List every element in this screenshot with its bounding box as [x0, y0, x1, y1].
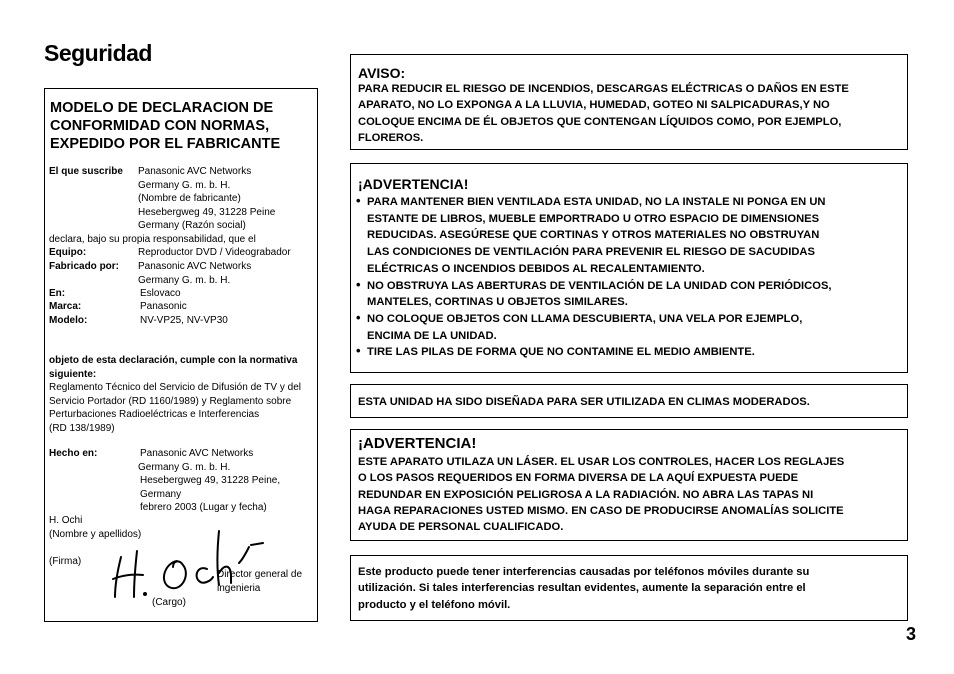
page-title: Seguridad	[44, 40, 152, 66]
suscribe-label: El que suscribe	[49, 166, 123, 177]
list-item: • TIRE LAS PILAS DE FORMA QUE NO CONTAMINE EL MEDIO AMBIENTE.	[356, 344, 904, 361]
modelo-value: NV-VP25, NV-VP30	[140, 315, 228, 326]
en-label: En:	[49, 288, 66, 299]
normativa-text: Reglamento Técnico del Servicio de Difusión de TV y del Servicio Portador (RD 1160/1989) y Reglamento sobre Perturbaciones Radioeléctricas e Interferencias (RD 138/1989)	[49, 382, 301, 434]
fabricado-block: Panasonic AVC Networks Germany G. m. b. H.	[138, 261, 252, 286]
objeto-text: objeto de esta declaración, cumple con la normativa siguiente:	[49, 355, 298, 380]
advertencia-laser-heading: ¡ADVERTENCIA!	[358, 435, 477, 452]
advertencia-heading: ¡ADVERTENCIA!	[358, 176, 469, 192]
climas-box	[350, 384, 908, 418]
equipo-label: Equipo:	[49, 247, 87, 258]
aviso-heading: AVISO:	[358, 65, 406, 81]
equipo-value: Reproductor DVD / Videograbador	[138, 247, 291, 258]
list-item: • NO COLOQUE OBJETOS CON LLAMA DESCUBIERTA, UNA VELA POR EJEMPLO, ENCIMA DE LA UNIDAD.	[356, 311, 904, 344]
cargo-label: (Cargo)	[152, 597, 186, 608]
list-item: • NO OBSTRUYA LAS ABERTURAS DE VENTILACIÓN DE LA UNIDAD CON PERIÓDICOS, MANTELES, CORTINAS U OBJETOS SIMILARES.	[356, 278, 904, 311]
cargo-text: Director general de ingenieria	[217, 569, 303, 594]
climas-text: ESTA UNIDAD HA SIDO DISEÑADA PARA SER UTILIZADA EN CLIMAS MODERADOS.	[358, 396, 810, 408]
suscribe-block: Panasonic AVC Networks Germany G. m. b. H. (Nombre de fabricante) Hesebergweg 49, 31228 Peine Germany (Razón social)	[138, 166, 276, 231]
advertencia-laser-box	[350, 429, 908, 541]
marca-value: Panasonic	[140, 301, 187, 312]
modelo-label: Modelo:	[49, 315, 88, 326]
marca-label: Marca:	[49, 301, 82, 312]
fabricado-label: Fabricado por:	[49, 261, 120, 272]
name-block: H. Ochi (Nombre y apellidos)	[49, 515, 142, 540]
movil-box	[350, 555, 908, 621]
aviso-box	[350, 54, 908, 150]
page-number: 3	[905, 624, 916, 644]
list-item: • PARA MANTENER BIEN VENTILADA ESTA UNIDAD, NO LA INSTALE NI PONGA EN UN ESTANTE DE LIBROS, MUEBLE EMPORTRADO U OTRO ESPACIO DE DIMENSIONES REDUCIDAS. ASEGÚRESE QUE CORTINAS Y OTROS MATERIALES NO OBSTRUYAN LAS CONDICIONES DE VENTILACIÓN PARA PREVENIR EL RIESGO DE SACUDIDAS ELÉCTRICAS O INCENDIOS DEBIDOS AL RECALENTAMIENTO.	[356, 194, 904, 278]
movil-text: Este producto puede tener interferencias causadas por teléfonos móviles durante su utilización. Si tales interferencias resultan evidentes, aumente la separación entre el producto y el teléfono móvil.	[358, 566, 810, 611]
hecho-label: Hecho en:	[49, 448, 98, 459]
firma-label: (Firma)	[49, 556, 82, 567]
advertencia-laser-text: ESTE APARATO UTILAZA UN LÁSER. EL USAR LOS CONTROLES, HACER LOS REGLAJES O LOS PASOS REQUERIDOS EN FORMA DIVERSA DE LA AQUÍ EXPUESTA PUEDE REDUNDAR EN EXPOSICIÓN PELIGROSA A LA RADIACIÓN. NO ABRA LAS TAPAS NI HAGA REPARACIONES USTED MISMO. EN CASO DE PRODUCIRSE ANOMALÍAS SOLICITE AYUDA DE PERSONAL CUALIFICADO.	[358, 456, 845, 534]
en-value: Eslovaco	[140, 288, 181, 299]
declaration-box	[44, 88, 318, 622]
advertencia-ventilacion-box	[350, 163, 908, 373]
declara-text: declara, bajo su propia responsabilidad, que el	[49, 234, 256, 245]
advertencia-bullets	[356, 194, 904, 361]
declaration-heading: MODELO DE DECLARACION DE CONFORMIDAD CON NORMAS, EXPEDIDO POR EL FABRICANTE	[50, 100, 281, 152]
aviso-text: PARA REDUCIR EL RIESGO DE INCENDIOS, DESCARGAS ELÉCTRICAS O DAÑOS EN ESTE APARATO, NO LO EXPONGA A LA LLUVIA, HUMEDAD, GOTEO NI SALPICADURAS,Y NO COLOQUE ENCIMA DE ÉL OBJETOS QUE CONTENGAN LÍQUIDOS COMO, POR EJEMPLO, FLOREROS.	[358, 83, 849, 144]
hecho-block: Panasonic AVC Networks Germany G. m. b. H. Hesebergweg 49, 31228 Peine, Germany febrero 2003 (Lugar y fecha)	[138, 448, 281, 513]
